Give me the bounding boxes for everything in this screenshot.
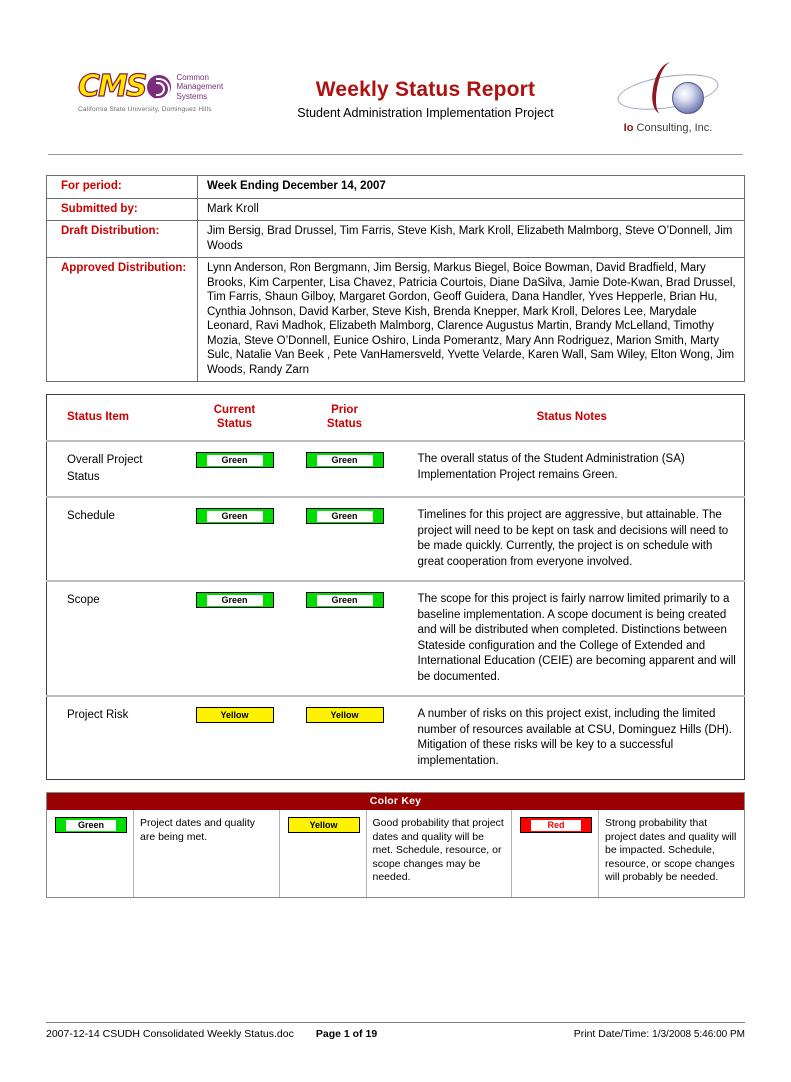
status-badge-label: Yellow <box>220 709 249 720</box>
color-key-badge-cell-red <box>512 810 599 897</box>
status-badge <box>196 452 274 468</box>
document-page <box>0 58 791 1082</box>
status-badge-label: Yellow <box>330 709 359 720</box>
column-header-status-item: Status Item <box>47 395 180 442</box>
status-item-label: Project Risk <box>67 709 129 721</box>
cms-circle-icon <box>147 75 171 99</box>
cms-word-line-3: Systems <box>176 91 208 101</box>
status-notes-text: Timelines for this project are aggressive, but attainable. The project will need to be kept on task and decisions will need to be made quickly. Currently, the project is on schedule with great cooperation from everyone involved. <box>400 497 745 581</box>
column-header-prior-line2: Status <box>326 418 363 430</box>
status-notes-text: A number of risks on this project exist, including the limited number of resources available at CSU, Dominguez Hills (DH). Mitigation of these risks will be key to a successful implementation. <box>417 708 732 767</box>
status-badge-label: Green <box>317 455 373 466</box>
io-logo-rest: Consulting, Inc. <box>633 122 713 134</box>
color-key-badge-cell-green <box>47 810 134 897</box>
current-status-cell <box>180 497 290 581</box>
status-table-header-row <box>47 395 745 442</box>
cms-word-line-2: Management <box>176 82 224 92</box>
footer-print-stamp: 1/3/2008 5:46:00 PM <box>652 1029 745 1040</box>
status-badge <box>196 592 274 608</box>
status-badge-label: Red <box>531 820 581 831</box>
info-value-submitted-by: Mark Kroll <box>198 198 745 221</box>
column-header-current-status <box>180 395 290 442</box>
status-badge-label: Yellow <box>309 819 338 830</box>
table-row <box>47 198 745 221</box>
status-item-label: Scope <box>47 581 180 696</box>
cms-logo-row <box>78 69 258 104</box>
status-table <box>46 394 745 780</box>
footer-row <box>46 1023 745 1040</box>
status-badge-label: Green <box>207 511 263 522</box>
info-label-draft-distribution: Draft Distribution: <box>47 221 198 258</box>
page-footer <box>46 1022 745 1040</box>
status-badge <box>306 707 384 723</box>
current-status-cell <box>180 696 290 780</box>
status-badge <box>306 508 384 524</box>
io-logo-artwork <box>593 62 743 120</box>
info-value-approved-distribution: Lynn Anderson, Ron Bergmann, Jim Bersig, Markus Biegel, Boice Bowman, David Bradfield, Mary Brooks, Kim Carpenter, Lisa Chavez, Patricia Courtois, Diane DaSilva, Jamie Dote-Kwan, Brad Drussel, Tim Farris, Shaun Gilboy, Margaret Gordon, Geoff Guidera, Dana Handler, Yves Hepperle, Brian Hu, Cynthia Johnson, David Karber, Steve Kish, Brenda Knepper, Mark Kroll, Delores Lee, Marydale Leonard, Ravi Madhok, Elizabeth Malmborg, Clarence Augustus Martin, Brandy McLelland, Timothy Mozia, Steve O’Donnell, Eunice Oshiro, Linda Pomerantz, Mary Ann Rodriguez, Marion Smith, Marty Sulc, Natalie Van Beek , Pete VanHamersveld, Yvette Velarde, Karen Wall, Sam Wiley, Elton Wong, Jim Woods, Randy Zarn <box>198 258 745 382</box>
current-status-cell <box>180 441 290 497</box>
status-badge-label: Green <box>66 820 116 831</box>
prior-status-cell <box>290 441 400 497</box>
color-key-heading: Color Key <box>47 793 744 810</box>
color-key-table <box>47 810 744 897</box>
table-row <box>47 696 745 780</box>
status-notes-text: The scope for this project is fairly narrow limited primarily to a baseline implementation. A scope document is being created and will be distributed when completed. Distinctions between Stateside configuration and the College of Extended and International Education (CEIE) are becoming apparent and will be documented. <box>400 581 745 696</box>
column-header-current-line1: Current <box>213 404 256 416</box>
cms-logo-subtitle: California State University, Dominguez Hills <box>78 106 212 113</box>
column-header-prior-line1: Prior <box>331 404 358 416</box>
current-status-cell <box>180 581 290 696</box>
color-key-description-red: Strong probability that project dates and quality will be impacted. Schedule, resource, or scope changes will probably be needed. <box>605 817 737 883</box>
status-badge <box>196 707 274 723</box>
table-row <box>47 497 745 581</box>
io-logo-accent: Io <box>623 122 634 134</box>
cms-logo-words <box>176 73 223 102</box>
status-badge <box>55 817 127 833</box>
io-consulting-logo <box>593 58 743 134</box>
cms-logo <box>48 58 258 113</box>
table-row <box>47 221 745 258</box>
column-header-current-line2: Status <box>216 418 253 430</box>
status-badge <box>520 817 592 833</box>
column-header-status-notes: Status Notes <box>400 395 745 442</box>
prior-status-cell <box>290 696 400 780</box>
status-badge-label: Green <box>317 595 373 606</box>
table-row <box>47 810 744 897</box>
prior-status-cell <box>290 497 400 581</box>
color-key-description-yellow: Good probability that project dates and quality will be met. Schedule, resource, or scope changes may be needed. <box>366 810 512 897</box>
table-row <box>47 581 745 696</box>
report-info-table <box>46 175 745 382</box>
prior-status-cell <box>290 581 400 696</box>
color-key-description-green: Project dates and quality are being met. <box>134 810 280 897</box>
info-label-submitted-by: Submitted by: <box>47 198 198 221</box>
header-divider <box>48 154 743 155</box>
status-item-label: Schedule <box>47 497 180 581</box>
status-badge <box>196 508 274 524</box>
footer-print-info <box>502 1028 745 1040</box>
status-badge-label: Green <box>317 511 373 522</box>
footer-print-label: Print Date/Time: <box>573 1028 650 1040</box>
column-header-prior-status <box>290 395 400 442</box>
status-badge-label: Green <box>207 595 263 606</box>
title-block <box>258 58 593 120</box>
color-key <box>46 792 745 898</box>
info-label-approved-distribution: Approved Distribution: <box>47 258 198 382</box>
status-badge <box>306 452 384 468</box>
cms-wordmark: CMS <box>78 69 146 104</box>
page-title: Weekly Status Report <box>315 78 536 101</box>
color-key-badge-cell-yellow <box>279 810 366 897</box>
table-row <box>47 176 745 199</box>
status-badge <box>288 817 360 833</box>
sphere-icon <box>672 82 704 114</box>
footer-page-number: Page 1 of 19 <box>315 1028 378 1040</box>
status-notes-text: The overall status of the Student Administration (SA) Implementation Project remains Green. <box>400 441 745 497</box>
status-badge-label: Green <box>207 455 263 466</box>
page-subtitle: Student Administration Implementation Project <box>297 106 554 121</box>
table-row <box>47 441 745 497</box>
status-item-label: Overall Project Status <box>47 441 180 497</box>
info-label-for-period: For period: <box>47 176 198 199</box>
table-row <box>47 258 745 382</box>
document-header <box>48 58 743 150</box>
info-value-draft-distribution: Jim Bersig, Brad Drussel, Tim Farris, Steve Kish, Mark Kroll, Elizabeth Malmborg, Steve O’Donnell, Jim Woods <box>198 221 745 258</box>
cms-word-line-1: Common <box>176 72 209 82</box>
info-value-for-period: Week Ending December 14, 2007 <box>198 176 745 199</box>
io-logo-name <box>593 122 743 134</box>
status-badge <box>306 592 384 608</box>
footer-file-name: 2007-12-14 CSUDH Consolidated Weekly Status.doc <box>46 1028 294 1040</box>
